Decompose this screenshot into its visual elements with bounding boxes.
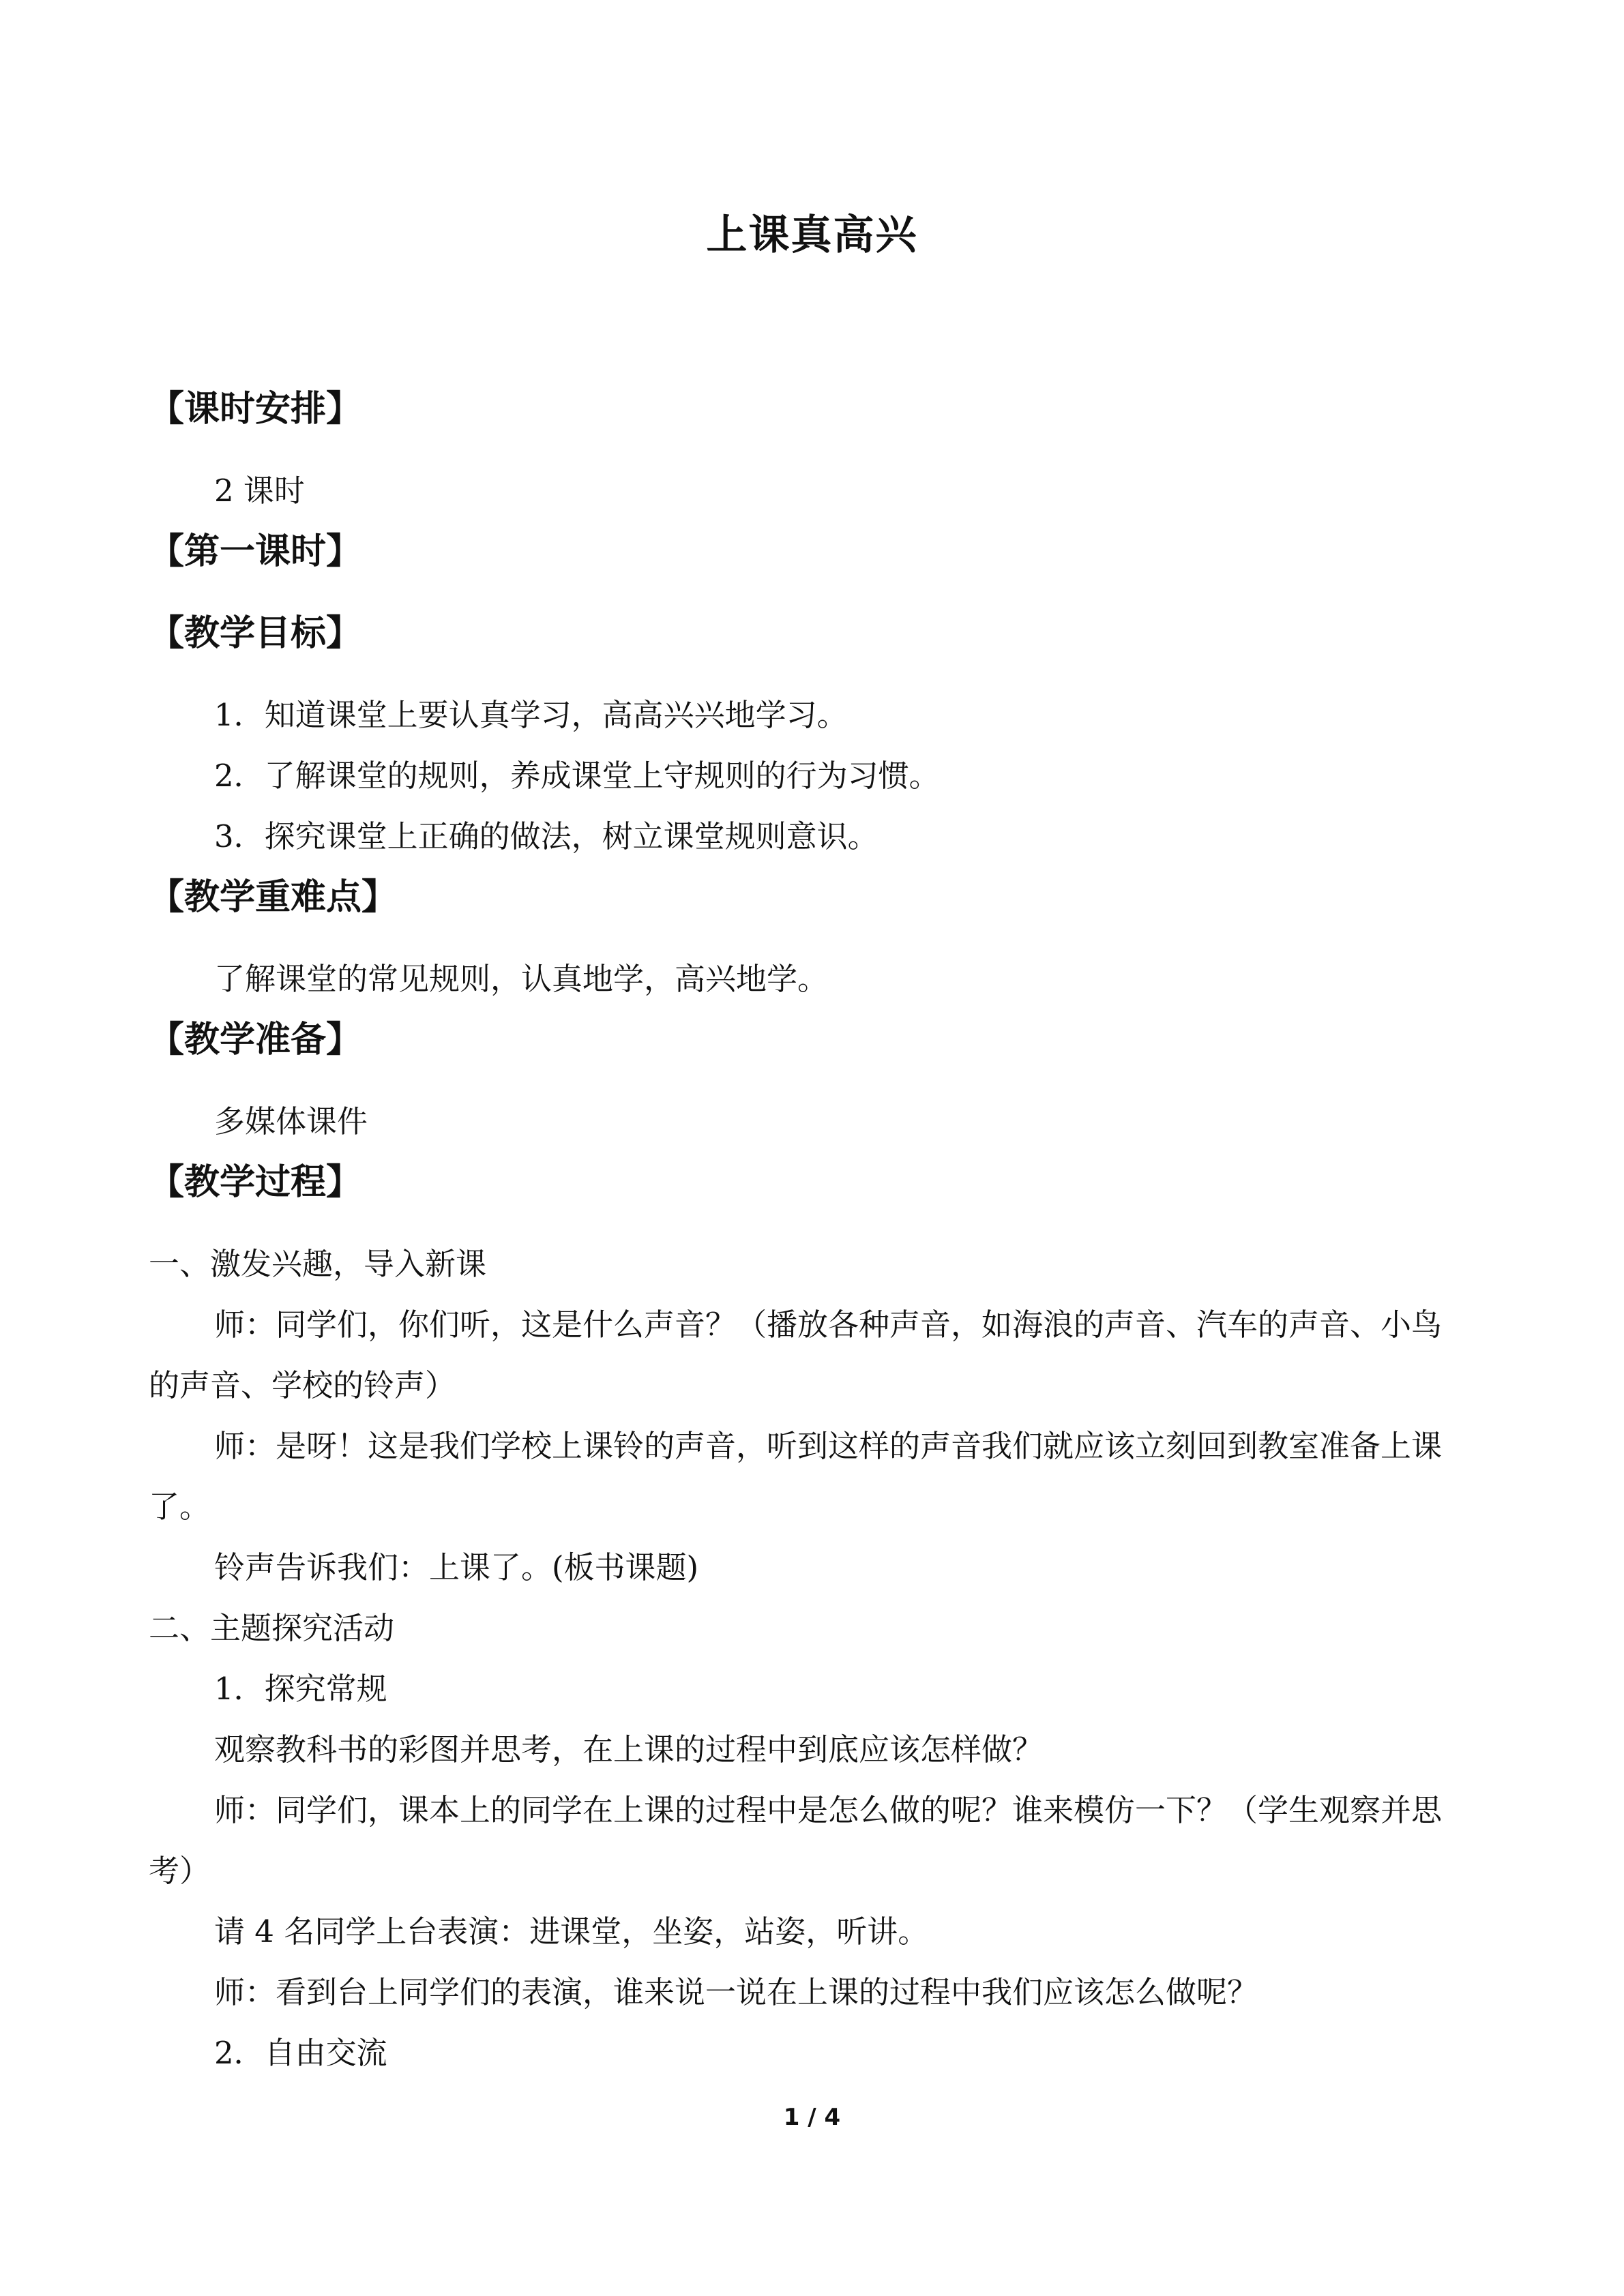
document-title: 上课真高兴	[706, 211, 918, 259]
process-paragraph: 师：看到台上同学们的表演，谁来说一说在上课的过程中我们应该怎么做呢？	[214, 1974, 1258, 2010]
heading-goals: 【教学目标】	[149, 613, 362, 654]
schedule-text: 2 课时	[214, 473, 305, 509]
goal-item: 3．探究课堂上正确的做法，树立课堂规则意识。	[214, 818, 879, 854]
process-subheading: 2．自由交流	[214, 2035, 387, 2071]
process-paragraph: 铃声告诉我们：上课了。(板书课题)	[214, 1549, 699, 1585]
preparation-text: 多媒体课件	[214, 1103, 368, 1139]
process-paragraph: 请 4 名同学上台表演：进课堂，坐姿，站姿，听讲。	[214, 1913, 929, 1950]
process-paragraph: 师：同学们，课本上的同学在上课的过程中是怎么做的呢？谁来模仿一下？（学生观察并思考）	[149, 1792, 1443, 1889]
heading-keypoints: 【教学重难点】	[149, 877, 398, 918]
heading-lesson-1: 【第一课时】	[149, 531, 362, 572]
process-part-1-title: 一、激发兴趣，导入新课	[149, 1246, 487, 1282]
process-part-2-title: 二、主题探究活动	[149, 1610, 395, 1646]
goal-item: 2．了解课堂的规则，养成课堂上守规则的行为习惯。	[214, 758, 940, 794]
goal-item: 1．知道课堂上要认真学习，高高兴兴地学习。	[214, 697, 848, 733]
process-paragraph: 观察教科书的彩图并思考，在上课的过程中到底应该怎样做？	[214, 1731, 1044, 1768]
process-paragraph: 师：同学们，你们听，这是什么声音？（播放各种声音，如海浪的声音、汽车的声音、小鸟的声音、学校的铃声）	[149, 1307, 1443, 1403]
page-number: 1 / 4	[783, 2104, 841, 2131]
keypoints-text: 了解课堂的常见规则，认真地学，高兴地学。	[214, 961, 829, 997]
process-paragraph: 师：是呀！这是我们学校上课铃的声音，听到这样的声音我们就应该立刻回到教室准备上课了。	[149, 1428, 1443, 1525]
process-subheading: 1．探究常规	[214, 1671, 387, 1707]
heading-preparation: 【教学准备】	[149, 1019, 362, 1060]
heading-process: 【教学过程】	[149, 1162, 362, 1203]
heading-schedule: 【课时安排】	[149, 389, 362, 430]
document-body	[149, 378, 1458, 2083]
